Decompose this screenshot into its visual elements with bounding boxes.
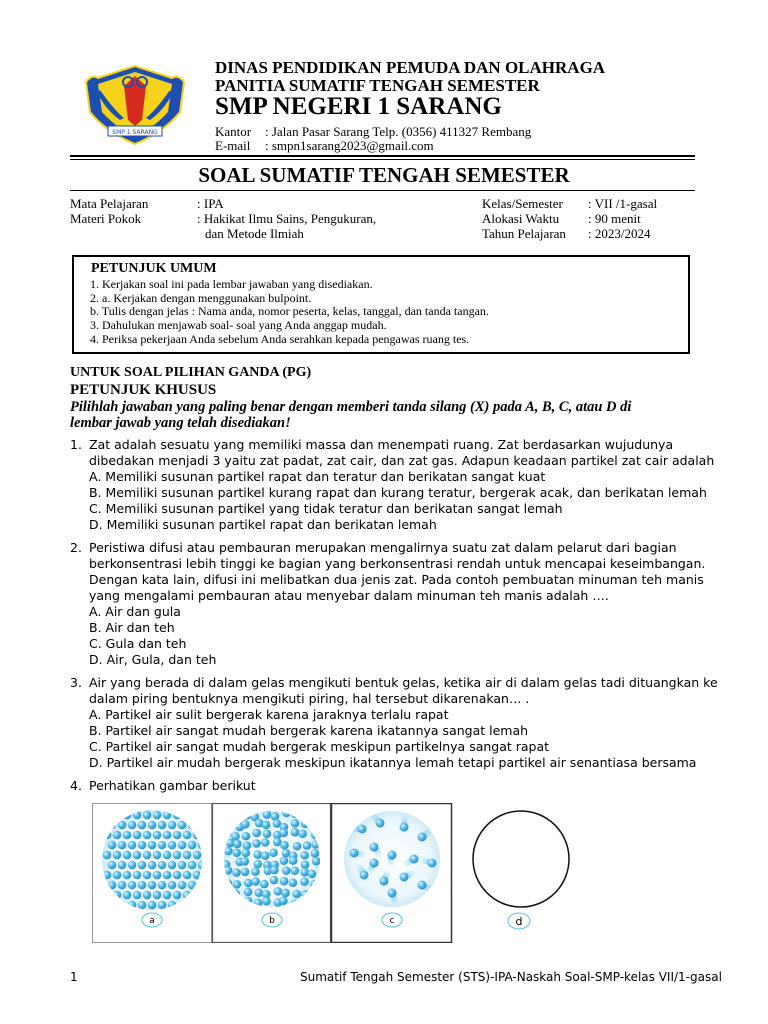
particle [113,851,122,860]
particle [243,841,252,850]
particle [123,871,132,880]
particle [143,811,152,820]
particle [183,871,192,880]
particle [298,829,307,838]
particle [262,897,271,906]
question-text: Perhatikan gambar berikut [89,778,256,793]
question-text: dibedakan menjadi 3 yaitu zat padat, zat cair, dan zat gas. Adapun keadaan partikel zat cair adalah [89,453,715,468]
particle [158,841,167,850]
materi-value-1: : Hakikat Ilmu Sains, Pengukuran, [197,211,377,226]
particle [178,861,187,870]
particle [163,831,172,840]
label-d: d [515,915,523,928]
particle [158,861,167,870]
particle [308,870,317,879]
school-logo [84,60,186,146]
particle [163,891,172,900]
question-text: yang mengalami pembauran atau menyebar dalam minuman teh manis adalah …. [89,588,609,603]
petunjuk-item: 3. Dahulukan menjawab soal- soal yang Anda anggap mudah. [90,318,387,332]
particle [410,855,419,864]
materi-value-2: dan Metode Ilmiah [205,226,304,241]
answer-option[interactable]: B. Partikel air sangat mudah bergerak karena ikatannya sangat lemah [89,723,529,738]
footer-text: Sumatif Tengah Semester (STS)-IPA-Naskah Soal-SMP-kelas VII/1-gasal [300,970,722,984]
particle [113,871,122,880]
particle [350,849,359,858]
particle [282,866,291,875]
particle [255,888,264,897]
question-number: 4. [70,778,82,793]
particle [242,832,251,841]
header-agency: DINAS PENDIDIKAN PEMUDA DAN OLAHRAGA [215,58,606,77]
particle [143,851,152,860]
particle [123,831,132,840]
instruction-line-1: Pilihlah jawaban yang paling benar dengan memberi tanda silang (X) pada A, B, C, atau D di [70,399,632,415]
particle [269,848,278,857]
particle [128,841,137,850]
particle [388,889,397,898]
particle [270,866,279,875]
particle [143,831,152,840]
email-label: E-mail [215,138,251,153]
particle [138,901,147,910]
question-text: Air yang berada di dalam gelas mengikuti bentuk gelas, ketika air di dalam gelas tadi dituangkan ke [89,675,718,690]
petunjuk-khusus-title: PETUNJUK KHUSUS [70,382,217,398]
particle [168,821,177,830]
particle [138,861,147,870]
panel-d-circle [473,811,569,907]
particle [252,839,261,848]
particle [260,880,269,889]
particle [138,821,147,830]
logo-text: SMP 1 SARANG [112,129,158,136]
email-value: : smpn1sarang2023@gmail.com [265,138,434,153]
waktu-value: : 90 menit [588,211,641,226]
particle [153,891,162,900]
particle [173,871,182,880]
particle [153,831,162,840]
particle [143,891,152,900]
particle [370,843,379,852]
instruction-line-2: lembar jawab yang telah disediakan! [70,415,291,431]
particle [312,857,321,866]
particle [108,861,117,870]
particle [279,896,288,905]
particle [253,850,262,859]
particle [380,877,389,886]
particle [376,819,385,828]
particle [123,851,132,860]
particle [300,851,309,860]
particle [188,841,197,850]
page-number: 1 [70,970,78,984]
particle [280,856,289,865]
particle [244,879,253,888]
particle [128,821,137,830]
petunjuk-item: 2. a. Kerjakan dengan menggunakan bulpoint. [90,291,312,305]
kantor-value: : Jalan Pasar Sarang Telp. (0356) 411327 Rembang [265,124,532,139]
particle [183,851,192,860]
particle [289,856,298,865]
particle [428,859,437,868]
particle [153,871,162,880]
particle [103,851,112,860]
particle [168,841,177,850]
petunjuk-item: 4. Periksa pekerjaan Anda sebelum Anda serahkan kepada pengawas ruang tes. [90,332,470,346]
particle [163,851,172,860]
question-number: 1. [70,437,82,452]
particle [138,841,147,850]
particle [188,861,197,870]
particle [168,861,177,870]
particle [173,891,182,900]
question-number: 3. [70,675,82,690]
question-text: Dengan kata lain, difusi ini melibatkan dua jenis zat. Pada contoh pembuatan minuman teh manis [89,572,704,587]
header-rule-thin [70,159,695,160]
particle [241,849,250,858]
particle [133,871,142,880]
particle [293,842,302,851]
particle [232,848,241,857]
particle [128,881,137,890]
particle [370,859,379,868]
particle [254,860,263,869]
particle [128,861,137,870]
mapel-label: Mata Pelajaran [70,196,149,211]
question-text: Peristiwa difusi atau pembauran merupakan mengalirnya suatu zat dalam pelarut dari bagian [89,540,677,555]
particle [241,868,250,877]
materi-label: Materi Pokok [70,211,142,226]
particle [281,889,290,898]
answer-option[interactable]: B. Memiliki susunan partikel kurang rapat dan kurang teratur, bergerak acak, dan berikatan lemah [89,485,707,500]
particle [270,876,279,885]
answer-option[interactable]: C. Gula dan teh [89,636,187,651]
header-school: SMP NEGERI 1 SARANG [215,93,502,120]
answer-option[interactable]: C. Partikel air sangat mudah bergerak meskipun partikelnya sangat rapat [89,739,550,754]
particle-figure [92,803,599,943]
particle [311,849,320,858]
particle [153,851,162,860]
particle [251,867,260,876]
particle [153,811,162,820]
particle [148,861,157,870]
particle [290,866,299,875]
particle [118,881,127,890]
particle [291,819,300,828]
particle [148,881,157,890]
section-pg-title: UNTUK SOAL PILIHAN GANDA (PG) [70,365,312,380]
answer-option[interactable]: D. Partikel air mudah bergerak meskipun ikatannya lemah tetapi partikel air senantiasa bersama [89,755,697,770]
question-text: Zat adalah sesuatu yang memiliki massa dan menempati ruang. Zat berdasarkan wujudunya [89,437,674,452]
waktu-label: Alokasi Waktu [482,211,560,226]
particle [400,873,409,882]
kelas-label: Kelas/Semester [482,196,563,211]
particle [274,887,283,896]
header-rule-thick [70,155,695,157]
answer-option[interactable]: D. Memiliki susunan partikel rapat dan berikatan lemah [89,517,437,532]
tahun-value: : 2023/2024 [588,226,651,241]
particle [232,868,241,877]
particle [123,891,132,900]
petunjuk-umum-title: PETUNJUK UMUM [91,261,217,276]
particle [280,877,289,886]
particle [300,877,309,886]
particle [148,901,157,910]
header-committee: PANITIA SUMATIF TENGAH SEMESTER [215,76,540,95]
particle [279,829,288,838]
particle [118,861,127,870]
kantor-label: Kantor [215,124,252,139]
particle [301,860,310,869]
particle [138,881,147,890]
particle [163,871,172,880]
particle [303,841,312,850]
particle [233,839,242,848]
particle [178,841,187,850]
mapel-value: : IPA [197,196,224,211]
particle [289,878,298,887]
particle [158,821,167,830]
particle [108,841,117,850]
particle [183,831,192,840]
particle [241,820,250,829]
particle [388,851,397,860]
petunjuk-item: 1. Kerjakan soal ini pada lembar jawaban yang disediakan. [90,277,373,291]
particle [418,833,427,842]
particle [244,887,253,896]
petunjuk-item: b. Tulis dengan jelas : Nama anda, nomor peserta, kelas, tanggal, dan tanda tangan. [90,304,489,318]
particle [263,829,272,838]
tahun-label: Tahun Pelajaran [482,226,566,241]
question-text: dalam piring bentuknya mengikuti piring, hal tersebut dikarenakan… . [89,691,530,706]
particle [292,890,301,899]
particle [133,891,142,900]
particle [113,831,122,840]
particle [261,851,270,860]
exam-title: SOAL SUMATIF TENGAH SEMESTER [198,163,570,187]
particle [300,868,309,877]
answer-option[interactable]: C. Memiliki susunan partikel yang tidak teratur dan berikatan sangat lemah [89,501,563,516]
particle [133,851,142,860]
particle [193,851,202,860]
particle [148,821,157,830]
particle [291,828,300,837]
question-text: berkonsentrasi lebih tinggi ke bagian yang berkonsentrasi rendah untuk mencapai keseimbangan. [89,556,706,571]
kelas-value: : VII /1-gasal [588,196,658,211]
particle [418,881,427,890]
particle [173,851,182,860]
question-number: 2. [70,540,82,555]
particle [400,823,409,832]
particle [168,881,177,890]
particle [178,881,187,890]
particle [241,857,250,866]
particle [158,901,167,910]
particle [252,829,261,838]
answer-option[interactable]: D. Air, Gula, dan teh [89,652,217,667]
answer-option[interactable]: B. Air dan teh [89,620,175,635]
particle [280,841,289,850]
particle [148,841,157,850]
title-rule [70,190,695,191]
answer-option[interactable]: A. Memiliki susunan partikel rapat dan teratur dan berikatan sangat kuat [89,469,546,484]
particle [358,825,367,834]
label-c: c [389,916,395,926]
particle [173,831,182,840]
answer-option[interactable]: A. Air dan gula [89,604,181,619]
particle [262,821,271,830]
particle [143,871,152,880]
particle [261,838,270,847]
particle [232,880,241,889]
particle [251,877,260,886]
particle [133,831,142,840]
particle [158,881,167,890]
particle [118,841,127,850]
label-b: b [269,916,275,926]
answer-option[interactable]: A. Partikel air sulit bergerak karena jaraknya terlalu rapat [89,707,449,722]
label-a: a [149,916,155,926]
